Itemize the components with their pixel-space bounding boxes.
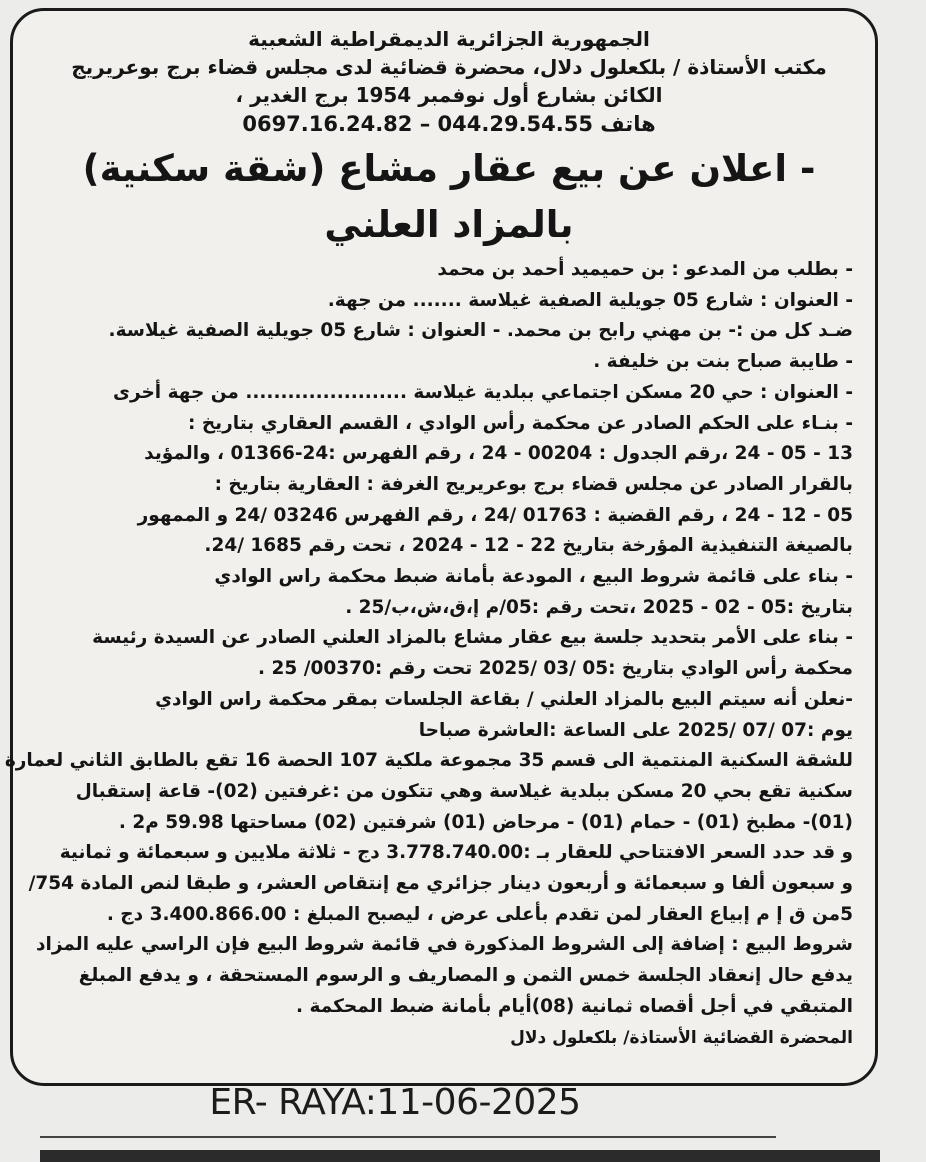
announcement-body [4,255,853,1023]
body-line: - العنوان : حي 20 مسكن اجتماعي ببلدية غيلاسة ....................... من جهة أخرى [113,381,853,403]
body-line: يوم :07 /07 /2025 على الساعة :العاشرة صباحا [418,719,853,741]
body-line: بالصيغة التنفيذية المؤرخة بتاريخ 22 - 12 - 2024 ، تحت رقم 1685 /24. [204,535,853,557]
body-line: 5من ق إ م إبياع العقار لمن تقدم بأعلى عرض ، ليصبح المبلغ : 3.400.866.00 دج . [106,903,853,925]
address-header: الكائن بشارع أول نوفمبر 1954 برج الغدير ، [235,83,663,107]
body-line: - العنوان : شارع 05 جويلية الصفية غيلاسة ....... من جهة. [327,289,853,311]
announcement-title: - اعلان عن بيع عقار مشاع (شقة سكنية) بالمزاد العلني [82,147,816,246]
office-header: مكتب الأستاذة / بلكعلول دلال، محضرة قضائية لدى مجلس قضاء برج بوعريريج [71,55,827,79]
body-line: - بناء على قائمة شروط البيع ، المودعة بأمانة ضبط محكمة راس الوادي [214,566,853,588]
body-line: بتاريخ :05 - 02 - 2025 ،تحت رقم :05/م إ،ق،ش،ب/25 . [345,596,853,618]
body-line: بالقرار الصادر عن مجلس قضاء برج بوعريريج الغرفة : العقارية بتاريخ : [214,473,853,495]
body-line: 13 - 05 - 24 ،رقم الجدول : 00204 - 24 ، رقم الفهرس :24-01366 ، والمؤيد [144,443,853,465]
signature: المحضرة القضائية الأستاذة/ بلكعلول دلال [510,1027,853,1048]
announcement-frame [4,8,878,1086]
body-line: و سبعون ألفا و سبعمائة و أربعون دينار جزائري مع إنتقاص العشر، و طبقا لنص المادة 754/ [28,873,853,895]
bottom-band [40,1150,880,1162]
body-line: - بطلب من المدعو : بن حميميد أحمد بن محمد [437,259,853,280]
body-line: -نعلن أنه سيتم البيع بالمزاد العلني / بقاعة الجلسات بمقر محكمة راس الوادي [155,688,853,710]
body-line: (01)- مطبخ (01) - حمام (01) - مرحاض (01) شرفتين (02) مساحتها 59.98 م2 . [118,811,853,833]
body-line: - طايبة صباح بنت بن خليفة . [593,351,853,373]
body-line: المتبقي في أجل أقصاه ثمانية (08)أيام بأمانة ضبط المحكمة . [296,995,853,1017]
divider-line [40,1136,776,1138]
body-line: للشقة السكنية المنتمية الى قسم 35 مجموعة ملكية 107 الحصة 16 تقع بالطابق الثاني لعمارة [4,750,853,772]
body-line: ضـد كل من :- بن مهني رابح بن محمد. - العنوان : شارع 05 جويلية الصفية غيلاسة. [108,320,853,342]
republic-header: الجمهورية الجزائرية الديمقراطية الشعبية [248,27,650,51]
newspaper-date: ER- RAYA:11-06-2025 [209,1082,581,1123]
body-line: سكنية تقع بحي 20 مسكن ببلدية غيلاسة وهي تتكون من :غرفتين (02)- قاعة إستقبال [75,780,853,802]
body-line: و قد حدد السعر الافتتاحي للعقار بـ :3.778.740.00 دج - ثلاثة ملايين و سبعمائة و ثمانية [59,842,853,864]
phone-header: هاتف 044.29.54.55 – 0697.16.24.82 [242,112,656,136]
body-line: محكمة رأس الوادي بتاريخ :05 /03 /2025 تحت رقم :00370/ 25 . [258,658,853,680]
announcement-content [4,25,853,1053]
body-line: يدفع حال إنعقاد الجلسة خمس الثمن و المصاريف و الرسوم المستحقة ، و يدفع المبلغ [78,965,853,987]
body-line: شروط البيع : إضافة إلى الشروط المذكورة في قائمة شروط البيع فإن الراسي عليه المزاد [36,934,853,956]
body-line: - بناء على الأمر بتحديد جلسة بيع عقار مشاع بالمزاد العلني الصادر عن السيدة رئيسة [92,627,853,649]
body-line: - بنـاء على الحكم الصادر عن محكمة رأس الوادي ، القسم العقاري بتاريخ : [187,412,853,434]
body-line: 05 - 12 - 24 ، رقم القضية : 01763 /24 ، رقم الفهرس 03246 /24 و الممهور [137,504,853,526]
